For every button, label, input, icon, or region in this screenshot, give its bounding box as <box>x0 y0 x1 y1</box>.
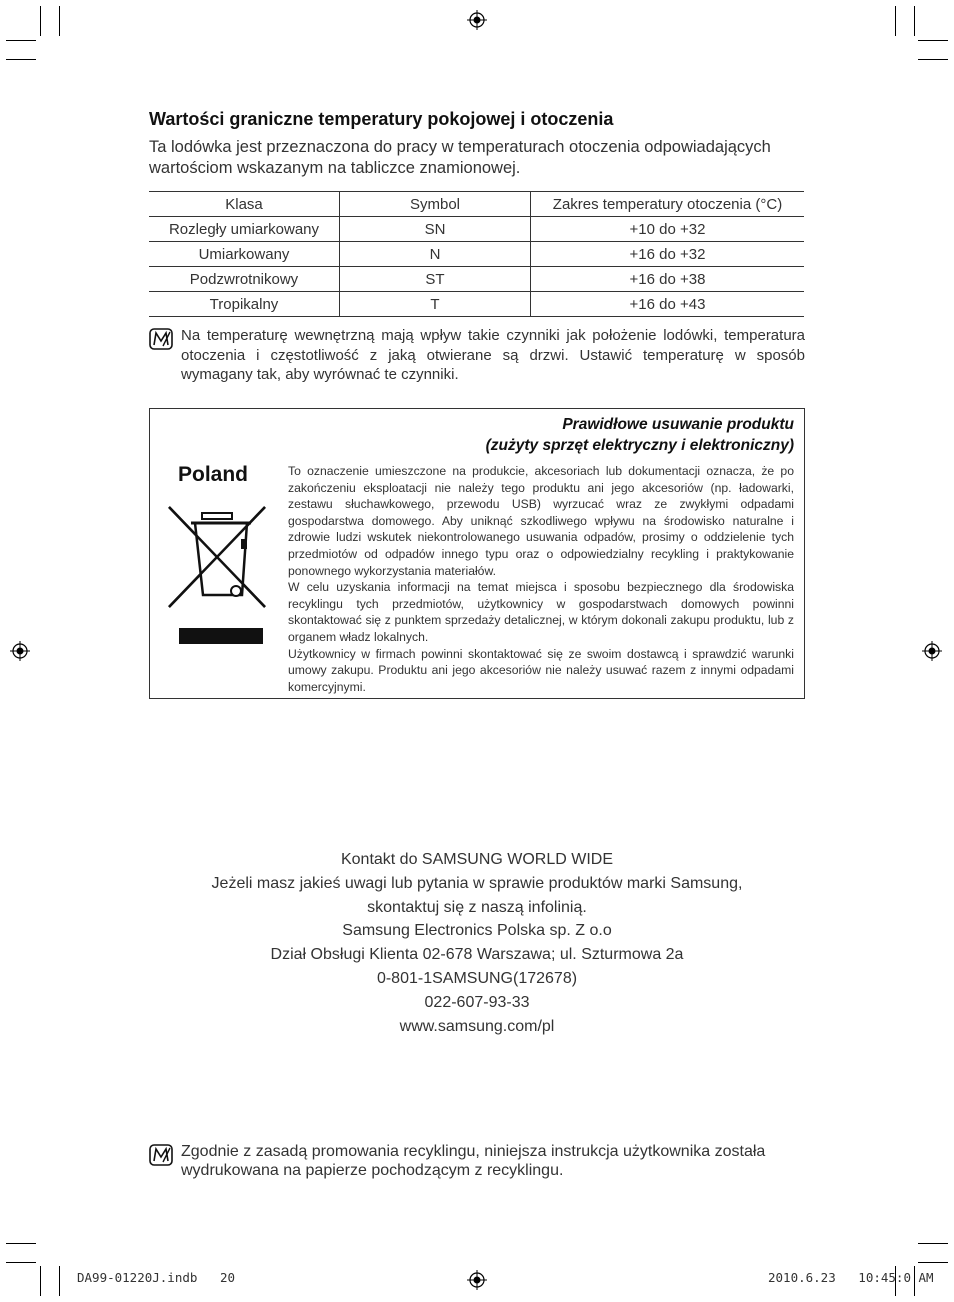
table-header: Symbol <box>340 192 531 217</box>
registration-mark-icon <box>10 641 30 661</box>
table-cell: +16 do +32 <box>531 242 805 267</box>
table-row <box>149 292 804 317</box>
table-cell: N <box>340 242 531 267</box>
table-cell: ST <box>340 267 531 292</box>
section-intro: Ta lodówka jest przeznaczona do pracy w temperaturach otoczenia odpowiadających wartościom wskazanym na tabliczce znamionowej. <box>149 138 771 177</box>
weee-paragraph: W celu uzyskania informacji na temat miejsca i sposobu bezpiecznego dla środowiska recyklingu tych przedmiotów, użytkownicy w gospodarstwach domowych powinni skontaktować się z punktem sprzedaży detalicznej, w którym dokonali zakupu produktu, lub z organem władz lokalnych. <box>288 580 794 644</box>
bin-underline-bar <box>179 628 263 644</box>
weee-heading-line1: Prawidłowe usuwanie produktu <box>562 416 794 433</box>
table-cell: Podzwrotnikowy <box>149 267 340 292</box>
registration-mark-icon <box>467 1270 487 1290</box>
contact-line: 022-607-93-33 <box>424 993 530 1011</box>
table-cell: Rozległy umiarkowany <box>149 217 340 242</box>
table-cell: T <box>340 292 531 317</box>
contact-website: www.samsung.com/pl <box>399 1017 555 1035</box>
table-cell: Umiarkowany <box>149 242 340 267</box>
contact-block <box>0 848 954 1038</box>
note-icon <box>149 328 173 350</box>
table-header: Zakres temperatury otoczenia (°C) <box>531 192 805 217</box>
contact-line: Dział Obsługi Klienta 02-678 Warszawa; ul. Szturmowa 2a <box>270 946 684 964</box>
table-row <box>149 267 804 292</box>
contact-line: Kontakt do SAMSUNG WORLD WIDE <box>340 851 614 868</box>
section-title: Wartości graniczne temperatury pokojowej i otoczenia <box>149 109 614 129</box>
footer-filename: DA99-01220J.indb 20 <box>77 1270 236 1285</box>
weee-disposal-box <box>149 408 805 699</box>
note-recycling <box>149 1142 805 1180</box>
weee-heading <box>486 414 794 456</box>
note-temperature <box>149 326 805 385</box>
contact-line: Samsung Electronics Polska sp. Z o.o <box>342 922 612 940</box>
contact-line: Jeżeli masz jakieś uwagi lub pytania w sprawie produktów marki Samsung, <box>211 874 743 892</box>
table-cell: Tropikalny <box>149 292 340 317</box>
table-cell: +16 do +38 <box>531 267 805 292</box>
note-icon <box>149 1144 173 1166</box>
table-cell: +16 do +43 <box>531 292 805 317</box>
registration-mark-icon <box>467 10 487 30</box>
note-text: Na temperaturę wewnętrzną mają wpływ takie czynniki jak położenie lodówki, temperatura otoczenia i częstotliwość z jaką otwierane są drzwi. Ustawić temperaturę w sposób wymagany tak, aby wyrównać te czynniki. <box>181 327 805 383</box>
temperature-class-table <box>149 191 804 317</box>
contact-line: 0-801-1SAMSUNG(172678) <box>376 969 578 987</box>
weee-paragraph: To oznaczenie umieszczone na produkcie, akcesoriach lub dokumentacji oznacza, że po zakończeniu eksploatacji nie należy tego produktu ani jego akcesoriów (np. ładowarki, zestawu słuchawkowego, przewodu USB) wyrzucać wraz ze zwykłymi odpadami gospodarstwa domowego. Aby uniknąć szkodliwego wpływu na środowisko naturalne i zdrowie ludzi wskutek niekontrolowanego usuwania odpadów, prosimy o oddzielenie tych przedmiotów od odpadów innego typu oraz o odpowiedzialny recykling i praktykowanie ponownego wykorzystania materiałów. <box>288 464 794 578</box>
table-row <box>149 217 804 242</box>
table-header: Klasa <box>149 192 340 217</box>
note-text: Zgodnie z zasadą promowania recyklingu, niniejsza instrukcja użytkownika została wydrukowana na papierze pochodzącym z recyklingu. <box>181 1143 766 1179</box>
table-cell: +10 do +32 <box>531 217 805 242</box>
registration-mark-icon <box>922 641 942 661</box>
table-row <box>149 242 804 267</box>
weee-paragraph: Użytkownicy w firmach powinni skontaktować się ze swoim dostawcą i sprawdzić warunki umowy zakupu. Produktu ani jego akcesoriów nie należy usuwać razem z innymi odpadami komercyjnymi. <box>288 646 794 694</box>
weee-heading-line2: (zużyty sprzęt elektryczny i elektroniczny) <box>485 437 794 454</box>
contact-line: skontaktuj się z naszą infolinią. <box>367 898 587 916</box>
weee-body <box>288 463 794 695</box>
country-label: Poland <box>178 463 249 486</box>
table-cell: SN <box>340 217 531 242</box>
footer-timestamp: 2010.6.23 10:45:0 AM <box>768 1270 934 1285</box>
table-header-row <box>149 192 804 217</box>
crossed-out-wheelie-bin-icon <box>167 503 267 611</box>
